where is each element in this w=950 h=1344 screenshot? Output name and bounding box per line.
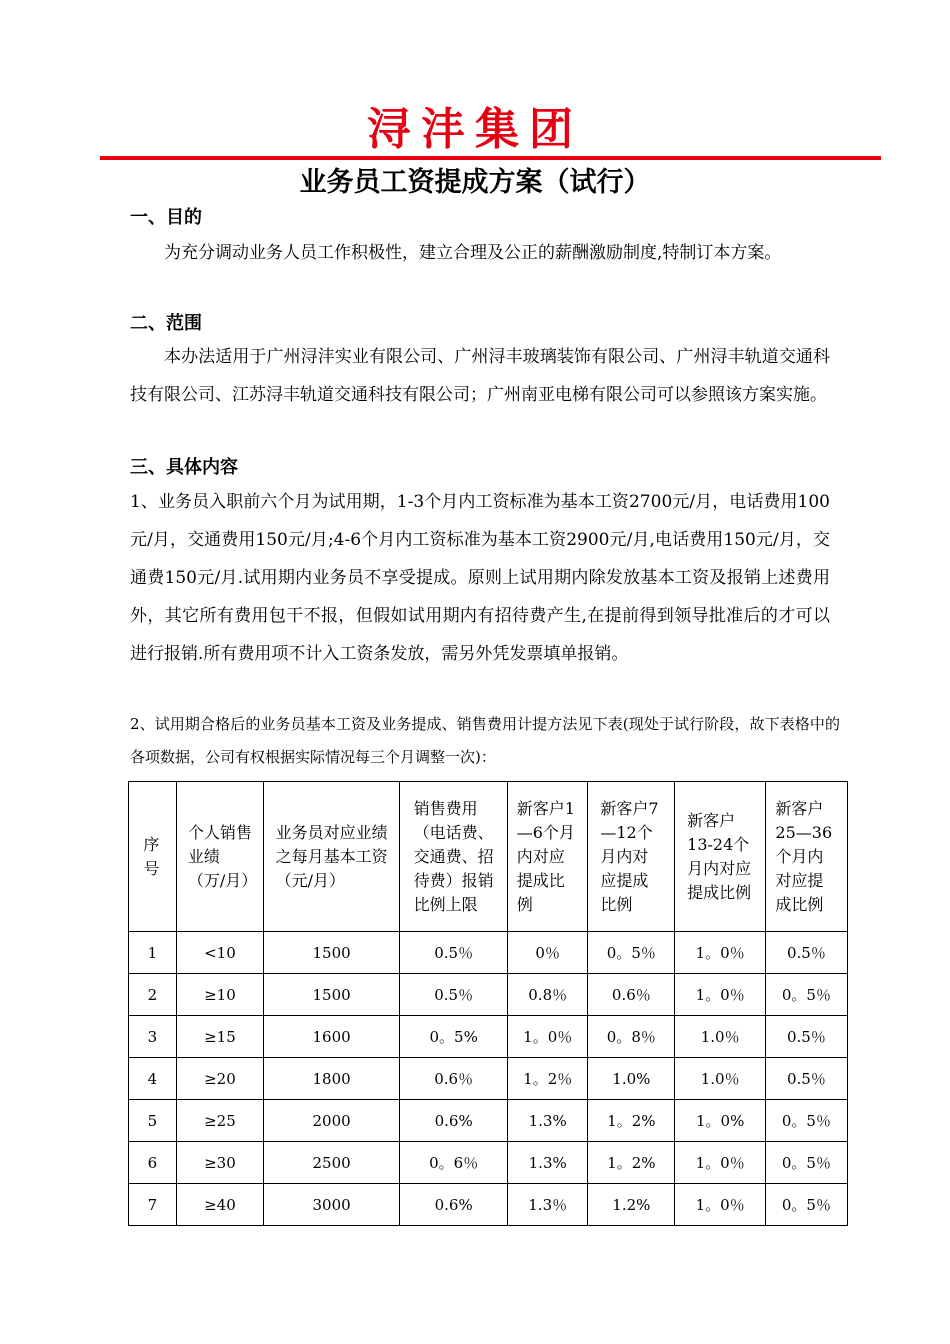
table-cell: 1.3% [508,1142,588,1184]
document-title: 业务员工资提成方案（试行） [299,167,651,198]
header-cell: 序号 [129,782,177,932]
table-cell: 1.0％ [675,1016,765,1058]
table-cell: 2000 [264,1100,400,1142]
table-cell: 0。5% [400,1016,508,1058]
table-row [129,1100,848,1142]
table-cell: 2 [129,974,177,1016]
table-row [129,932,848,974]
table-cell: 1.2% [588,1184,675,1226]
table-cell: ≥25 [176,1100,263,1142]
section-heading-scope: 二、范围 [130,313,202,334]
table-cell: 0.5％ [765,1016,847,1058]
table-cell: 3 [129,1016,177,1058]
table-cell: ≥20 [176,1058,263,1100]
table-cell: 1.3% [508,1100,588,1142]
table-cell: 1。0％ [675,1142,765,1184]
table-cell: 1.0％ [675,1058,765,1100]
header-cell: 销售费用（电话费、交通费、招待费）报销比例上限 [400,782,508,932]
content-item-1: 1、业务员入职前六个月为试用期，1-3个月内工资标准为基本工资2700元/月，电话费用100元/月，交通费用150元/月;4-6个月内工资标准为基本工资2900元/月,电话费用150元/月，交通费150元/月.试用期内业务员不享受提成。原则上试用期内除发放基本工资及报销上述费用外，其它所有费用包干不报，但假如试用期内有招待费产生,在提前得到领导批准后的才可以进行报销.所有费用项不计入工资条发放，需另外凭发票填单报销。 [130,492,830,664]
table-cell: 0。8％ [588,1016,675,1058]
table-cell: 0。5％ [765,1142,847,1184]
red-divider [100,156,881,160]
table-cell: 1500 [264,932,400,974]
table-cell: 0.6% [400,1100,508,1142]
table-cell: 1。0％ [675,974,765,1016]
table-cell: ≥10 [176,974,263,1016]
section-heading-content: 三、具体内容 [130,457,238,478]
table-cell: 0.6％ [400,1058,508,1100]
table-cell: 0。5％ [765,1184,847,1226]
table-cell: 1600 [264,1016,400,1058]
table-cell: 1。0％ [675,932,765,974]
table-cell: 1 [129,932,177,974]
table-cell: 6 [129,1142,177,1184]
table-row [129,974,848,1016]
content-item-2: 2、试用期合格后的业务员基本工资及业务提成、销售费用计提方法见下表(现处于试行阶段，故下表格中的各项数据，公司有权根据实际情况每三个月调整一次)： [130,715,840,766]
table-cell: 1。2% [588,1142,675,1184]
header-cell: 新客户25—36个月内对应提成比例 [765,782,847,932]
table-cell: 2500 [264,1142,400,1184]
table-cell: 0。5％ [765,1100,847,1142]
table-cell: ≥30 [176,1142,263,1184]
table-cell: 0。6％ [400,1142,508,1184]
header-cell: 个人销售业绩（万/月） [176,782,263,932]
table-cell: 0.8％ [508,974,588,1016]
table-cell: 0。5％ [765,974,847,1016]
company-brand: 浔沣集团 [367,104,583,155]
table-cell: 1。0% [675,1100,765,1142]
table-cell: 1。2％ [508,1058,588,1100]
header-cell: 新客户7—12个月内对应提成比例 [588,782,675,932]
table-cell: 0.5％ [400,932,508,974]
table-cell: 3000 [264,1184,400,1226]
table-cell: 1.3％ [508,1184,588,1226]
table-cell: 0.5％ [765,932,847,974]
section-text-scope: 本办法适用于广州浔沣实业有限公司、广州浔丰玻璃装饰有限公司、广州浔丰轨道交通科技有限公司、江苏浔丰轨道交通科技有限公司；广州南亚电梯有限公司可以参照该方案实施。 [130,347,830,405]
table-cell: 1。2% [588,1100,675,1142]
table-cell: 0％ [508,932,588,974]
table-cell: 0.6％ [588,974,675,1016]
table-row [129,1058,848,1100]
section-heading-purpose: 一、目的 [130,207,202,228]
table-cell: 1。0％ [675,1184,765,1226]
table-cell: 4 [129,1058,177,1100]
commission-table [128,781,848,1226]
table-cell: 0。5％ [588,932,675,974]
table-cell: 7 [129,1184,177,1226]
header-cell: 新客户1—6个月内对应提成比例 [508,782,588,932]
table-header-row [129,782,848,932]
table-cell: 1.0% [588,1058,675,1100]
table-cell: 1。0％ [508,1016,588,1058]
header-cell: 新客户13-24个月内对应提成比例 [675,782,765,932]
table-cell: 0.5％ [400,974,508,1016]
table-cell: 0.6% [400,1184,508,1226]
table-cell: ≥40 [176,1184,263,1226]
table-row [129,1184,848,1226]
table-cell: 1800 [264,1058,400,1100]
table-cell: <10 [176,932,263,974]
header-cell: 业务员对应业绩之每月基本工资（元/月） [264,782,400,932]
table-cell: 1500 [264,974,400,1016]
table-cell: ≥15 [176,1016,263,1058]
table-row [129,1016,848,1058]
table-cell: 5 [129,1100,177,1142]
table-cell: 0.5％ [765,1058,847,1100]
section-text-purpose: 为充分调动业务人员工作积极性，建立合理及公正的薪酬激励制度,特制订本方案。 [164,243,782,263]
table-row [129,1142,848,1184]
